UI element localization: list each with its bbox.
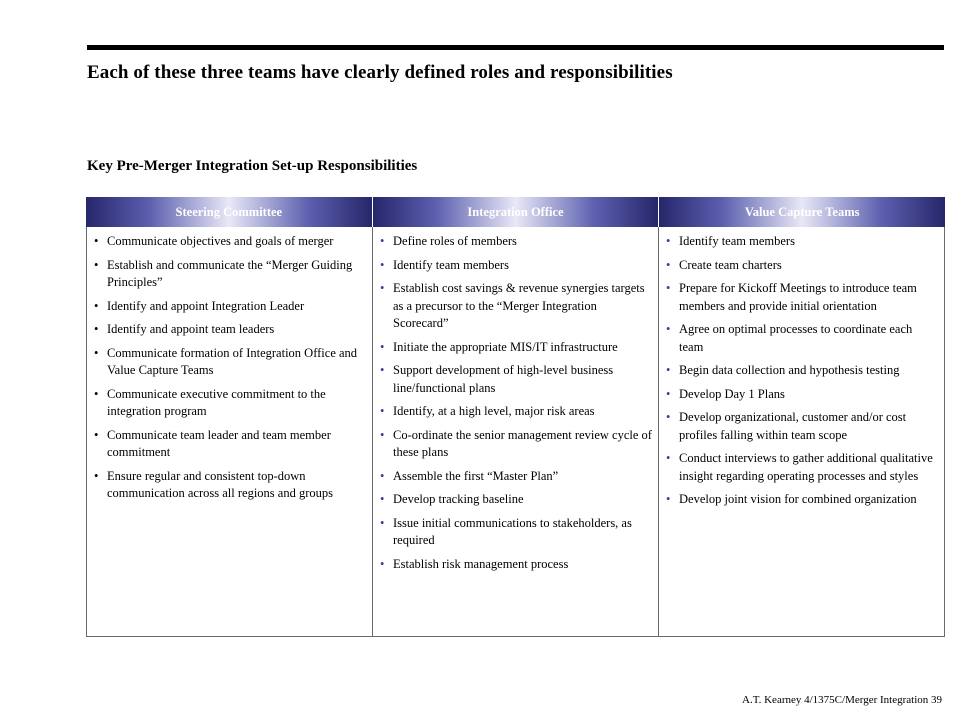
responsibility-list (378, 233, 652, 573)
responsibility-list (92, 233, 366, 503)
bullet-icon: • (94, 322, 99, 336)
bullet-icon: • (380, 404, 385, 418)
list-item (92, 386, 366, 421)
list-item-text: Identify and appoint Integration Leader (107, 298, 305, 313)
list-item-text: Identify and appoint team leaders (107, 322, 275, 336)
list-item-text: Identify, at a high level, major risk areas (393, 404, 595, 418)
list-item-text: Prepare for Kickoff Meetings to introduce team members and provide initial orientation (679, 281, 917, 313)
bullet-icon: • (380, 339, 385, 354)
list-item-text: Develop tracking baseline (393, 492, 524, 506)
bullet-icon: • (666, 322, 671, 336)
list-item-text: Agree on optimal processes to coordinate each team (679, 322, 913, 354)
bullet-icon: • (380, 556, 385, 571)
list-item (378, 556, 652, 574)
table-header-row (86, 197, 945, 227)
list-item-text: Issue initial communications to stakeholders, as required (393, 515, 632, 547)
list-item (92, 321, 366, 339)
list-item-text: Initiate the appropriate MIS/IT infrastructure (393, 339, 618, 354)
list-item-text: Develop organizational, customer and/or cost profiles falling within team scope (679, 410, 907, 442)
bullet-icon: • (94, 345, 99, 360)
column-integration-office (373, 227, 659, 636)
list-item (378, 362, 652, 397)
list-item-text: Communicate team leader and team member commitment (107, 427, 331, 459)
list-item (378, 491, 652, 509)
list-item-text: Develop Day 1 Plans (679, 386, 785, 401)
responsibilities-table (86, 197, 945, 637)
list-item (378, 468, 652, 486)
bullet-icon: • (666, 386, 671, 401)
list-item-text: Define roles of members (393, 234, 517, 248)
list-item (378, 403, 652, 421)
bullet-icon: • (666, 410, 671, 424)
bullet-icon: • (666, 234, 671, 248)
bullet-icon: • (380, 492, 385, 506)
page-footer: A.T. Kearney 4/1375C/Merger Integration 39 (742, 694, 942, 706)
list-item (92, 298, 366, 316)
list-item (664, 386, 938, 404)
list-item (92, 345, 366, 380)
bullet-icon: • (380, 281, 385, 295)
list-item-text: Establish and communicate the “Merger Guiding Principles” (107, 257, 353, 289)
list-item-text: Co-ordinate the senior management review cycle of these plans (393, 427, 652, 459)
section-subtitle: Key Pre-Merger Integration Set-up Responsibilities (87, 158, 418, 174)
list-item (92, 233, 366, 251)
list-item (664, 257, 938, 275)
bullet-icon: • (94, 468, 99, 483)
list-item (664, 280, 938, 315)
list-item-text: Assemble the first “Master Plan” (393, 468, 559, 483)
column-value-capture-teams (659, 227, 944, 636)
responsibility-list (664, 233, 938, 509)
bullet-icon: • (94, 386, 99, 401)
list-item (664, 409, 938, 444)
list-item (92, 427, 366, 462)
bullet-icon: • (666, 363, 671, 377)
list-item (378, 233, 652, 251)
bullet-icon: • (94, 257, 99, 272)
list-item-text: Communicate formation of Integration Office and Value Capture Teams (107, 345, 358, 377)
bullet-icon: • (380, 427, 385, 442)
table-body-row (86, 227, 945, 637)
list-item (378, 257, 652, 275)
list-item (92, 468, 366, 503)
list-item-text: Identify team members (679, 234, 795, 248)
bullet-icon: • (380, 363, 385, 377)
list-item (664, 450, 938, 485)
bullet-icon: • (94, 427, 99, 442)
list-item-text: Conduct interviews to gather additional qualitative insight regarding operating processes and styles (679, 451, 933, 483)
bullet-icon: • (666, 257, 671, 272)
bullet-icon: • (94, 298, 99, 313)
column-steering-committee (87, 227, 373, 636)
list-item (378, 427, 652, 462)
list-item-text: Begin data collection and hypothesis testing (679, 363, 900, 377)
list-item (664, 491, 938, 509)
list-item (378, 339, 652, 357)
bullet-icon: • (380, 257, 385, 272)
bullet-icon: • (380, 515, 385, 530)
list-item-text: Ensure regular and consistent top-down communication across all regions and groups (107, 468, 333, 500)
bullet-icon: • (380, 468, 385, 483)
bullet-icon: • (94, 234, 99, 248)
list-item-text: Develop joint vision for combined organization (679, 492, 917, 506)
list-item-text: Communicate executive commitment to the integration program (107, 386, 326, 418)
list-item-text: Communicate objectives and goals of merger (107, 234, 334, 248)
bullet-icon: • (666, 281, 671, 295)
list-item (664, 233, 938, 251)
top-rule (87, 45, 944, 50)
column-header-steering-committee: Steering Committee (86, 197, 373, 227)
list-item-text: Identify team members (393, 257, 509, 272)
list-item-text: Establish risk management process (393, 556, 569, 571)
list-item (378, 515, 652, 550)
bullet-icon: • (666, 492, 671, 506)
list-item (664, 321, 938, 356)
bullet-icon: • (666, 451, 671, 465)
column-header-value-capture-teams: Value Capture Teams (659, 197, 945, 227)
list-item-text: Establish cost savings & revenue synergies targets as a precursor to the “Merger Integration Scorecard” (393, 281, 645, 330)
list-item-text: Create team charters (679, 257, 782, 272)
list-item (92, 257, 366, 292)
slide-title: Each of these three teams have clearly defined roles and responsibilities (87, 62, 673, 83)
list-item (378, 280, 652, 333)
bullet-icon: • (380, 234, 385, 248)
column-header-integration-office: Integration Office (373, 197, 660, 227)
list-item-text: Support development of high-level business line/functional plans (393, 363, 614, 395)
list-item (664, 362, 938, 380)
